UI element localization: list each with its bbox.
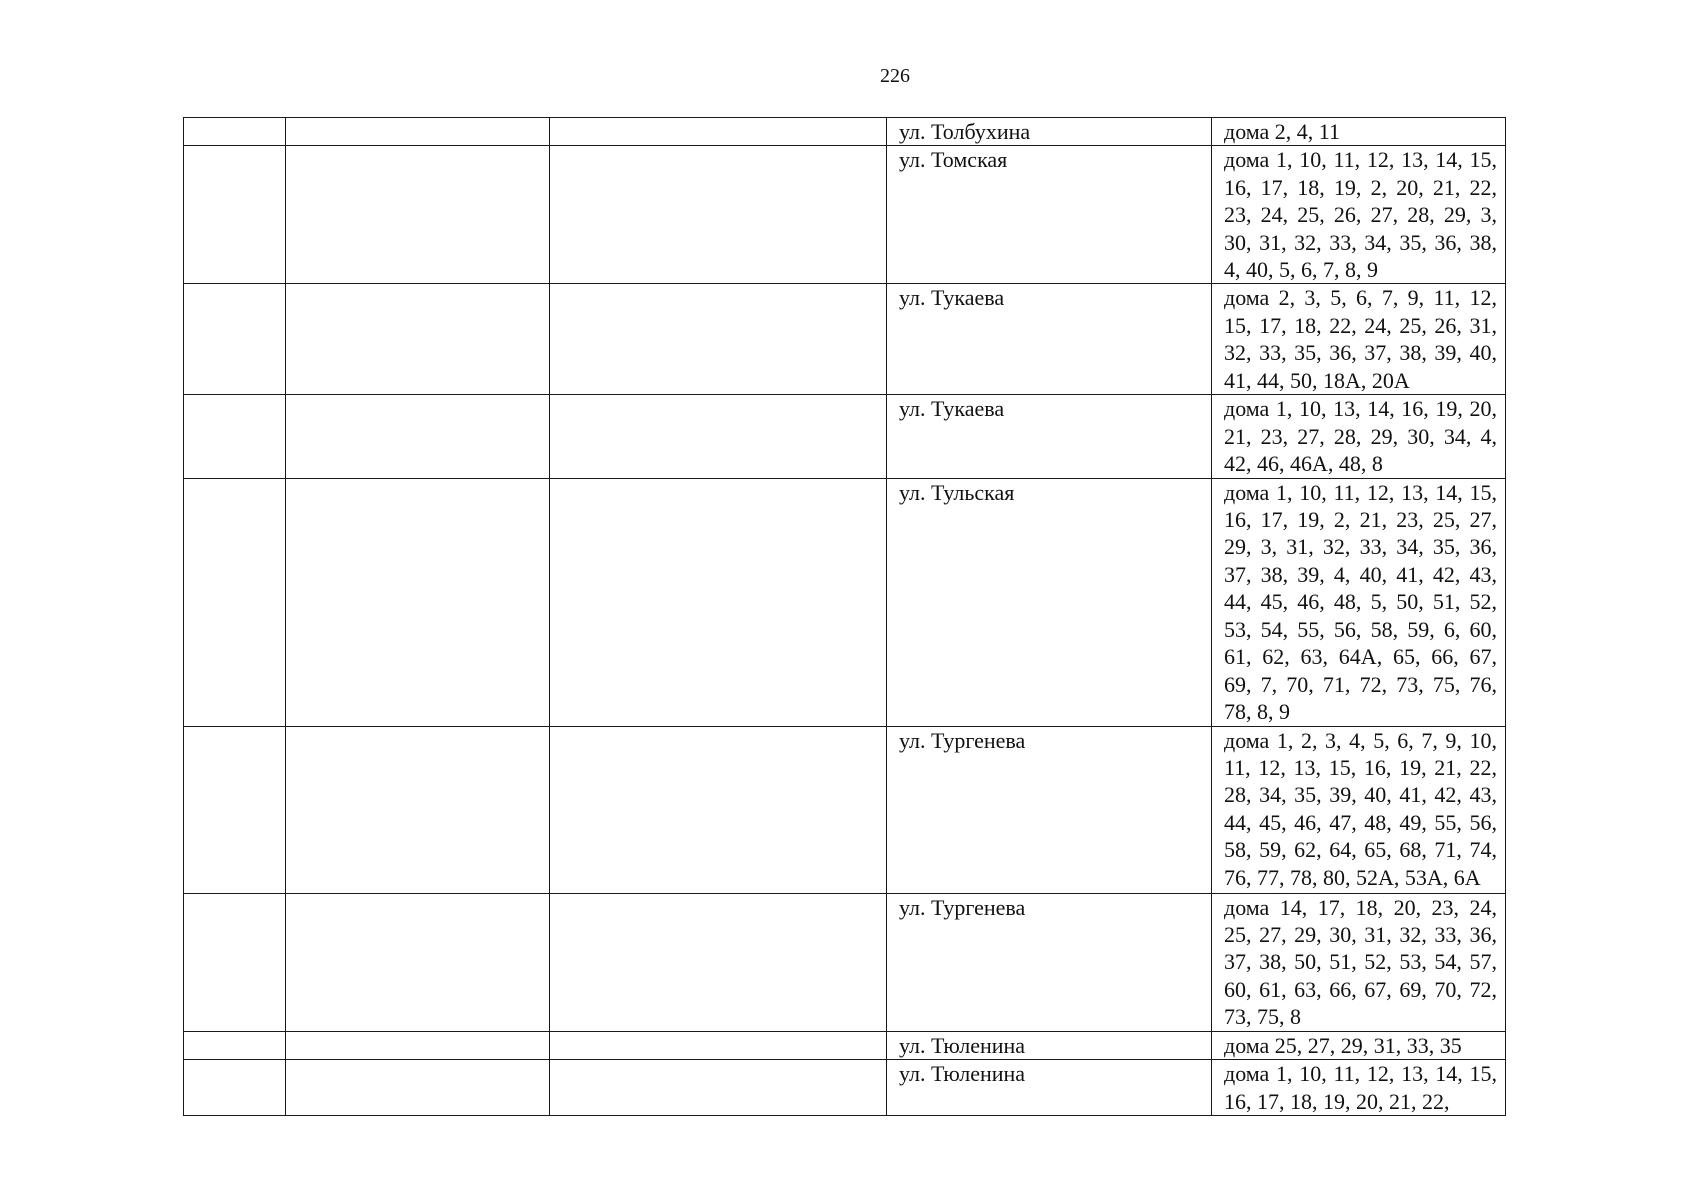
cell-houses: дома 1, 10, 13, 14, 16, 19, 20, 21, 23, 27, 28, 29, 30, 34, 4, 42, 46, 46А, 48, 8	[1212, 395, 1506, 478]
cell-houses: дома 2, 3, 5, 6, 7, 9, 11, 12, 15, 17, 18, 22, 24, 25, 26, 31, 32, 33, 35, 36, 37, 38, 39, 40, 41, 44, 50, 18А, 20А	[1212, 284, 1506, 395]
table-row	[184, 726, 1506, 893]
cell-houses: дома 25, 27, 29, 31, 33, 35	[1212, 1031, 1506, 1059]
cell-street: ул. Томская	[887, 146, 1212, 284]
cell-street: ул. Тульская	[887, 478, 1212, 726]
cell-houses: дома 1, 10, 11, 12, 13, 14, 15, 16, 17, 18, 19, 20, 21, 22,	[1212, 1060, 1506, 1116]
address-table	[183, 117, 1506, 1116]
table-row	[184, 146, 1506, 284]
cell-number	[184, 478, 286, 726]
cell-district	[286, 726, 550, 893]
cell-number	[184, 284, 286, 395]
cell-institution	[550, 1031, 887, 1059]
table-row	[184, 893, 1506, 1031]
cell-houses: дома 14, 17, 18, 20, 23, 24, 25, 27, 29, 30, 31, 32, 33, 36, 37, 38, 50, 51, 52, 53, 54, 57, 60, 61, 63, 66, 67, 69, 70, 72, 73, 75, 8	[1212, 893, 1506, 1031]
cell-district	[286, 395, 550, 478]
address-table-body	[184, 118, 1506, 1116]
cell-district	[286, 478, 550, 726]
table-row	[184, 1060, 1506, 1116]
cell-street: ул. Тюленина	[887, 1031, 1212, 1059]
cell-district	[286, 284, 550, 395]
cell-number	[184, 1060, 286, 1116]
table-row	[184, 284, 1506, 395]
cell-district	[286, 893, 550, 1031]
cell-houses: дома 1, 10, 11, 12, 13, 14, 15, 16, 17, 18, 19, 2, 20, 21, 22, 23, 24, 25, 26, 27, 28, 29, 3, 30, 31, 32, 33, 34, 35, 36, 38, 4, 40, 5, 6, 7, 8, 9	[1212, 146, 1506, 284]
cell-number	[184, 726, 286, 893]
cell-institution	[550, 1060, 887, 1116]
cell-institution	[550, 893, 887, 1031]
cell-houses: дома 1, 2, 3, 4, 5, 6, 7, 9, 10, 11, 12, 13, 15, 16, 19, 21, 22, 28, 34, 35, 39, 40, 41, 42, 43, 44, 45, 46, 47, 48, 49, 55, 56, 58, 59, 62, 64, 65, 68, 71, 74, 76, 77, 78, 80, 52А, 53А, 6А	[1212, 726, 1506, 893]
cell-street: ул. Тукаева	[887, 395, 1212, 478]
table-row	[184, 478, 1506, 726]
cell-street: ул. Тургенева	[887, 726, 1212, 893]
page-number: 226	[880, 65, 910, 87]
cell-number	[184, 1031, 286, 1059]
cell-institution	[550, 478, 887, 726]
cell-houses: дома 2, 4, 11	[1212, 118, 1506, 146]
cell-institution	[550, 395, 887, 478]
table-row	[184, 395, 1506, 478]
cell-number	[184, 146, 286, 284]
cell-district	[286, 1060, 550, 1116]
cell-district	[286, 118, 550, 146]
cell-street: ул. Тукаева	[887, 284, 1212, 395]
table-row	[184, 118, 1506, 146]
cell-institution	[550, 726, 887, 893]
cell-number	[184, 893, 286, 1031]
table-row	[184, 1031, 1506, 1059]
cell-houses: дома 1, 10, 11, 12, 13, 14, 15, 16, 17, 19, 2, 21, 23, 25, 27, 29, 3, 31, 32, 33, 34, 35, 36, 37, 38, 39, 4, 40, 41, 42, 43, 44, 45, 46, 48, 5, 50, 51, 52, 53, 54, 55, 56, 58, 59, 6, 60, 61, 62, 63, 64А, 65, 66, 67, 69, 7, 70, 71, 72, 73, 75, 76, 78, 8, 9	[1212, 478, 1506, 726]
cell-district	[286, 1031, 550, 1059]
cell-street: ул. Тюленина	[887, 1060, 1212, 1116]
cell-district	[286, 146, 550, 284]
cell-street: ул. Толбухина	[887, 118, 1212, 146]
cell-number	[184, 395, 286, 478]
cell-institution	[550, 284, 887, 395]
cell-number	[184, 118, 286, 146]
cell-street: ул. Тургенева	[887, 893, 1212, 1031]
cell-institution	[550, 118, 887, 146]
cell-institution	[550, 146, 887, 284]
